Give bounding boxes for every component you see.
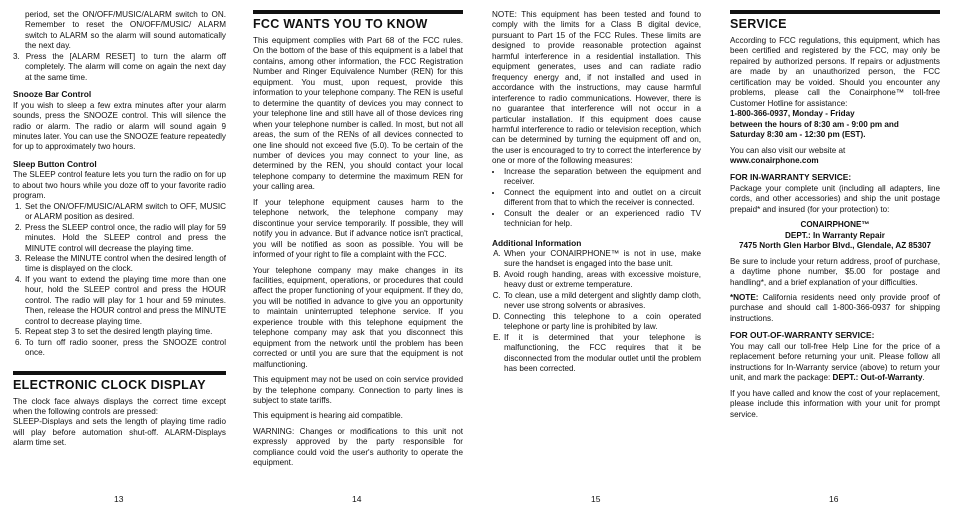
fcc-heading: FCC WANTS YOU TO KNOW bbox=[253, 17, 428, 31]
display-heading: ELECTRONIC CLOCK DISPLAY bbox=[13, 377, 206, 392]
out-warranty-body: You may call our toll-free Help Line for the price of a replacement before returning your unit. Please follow all instructions for In-Warranty service (above) to return your unit, and mark the package: bbox=[730, 341, 940, 383]
list-item: 3. Release the MINUTE control when the desired length of time is displayed on the clock. bbox=[24, 254, 226, 275]
section-divider bbox=[253, 10, 463, 14]
list-item: • Consult the dealer or an experienced radio TV technician for help. bbox=[503, 209, 701, 230]
in-warranty-text: Package your complete unit (including all adapters, line cords, and other accessories) and ship the unit postage prepaid* and insured (for your protection) to: bbox=[730, 183, 940, 214]
list-item: • Connect the equipment into and outlet on a circuit different from that to which the receiver is connected. bbox=[503, 188, 701, 209]
hotline-phone: 1-800-366-0937, Monday - Friday bbox=[730, 109, 855, 119]
list-item: D. Connecting this telephone to a coin operated telephone or party line is prohibited by law. bbox=[503, 312, 701, 333]
replacement-text: If you have called and know the cost of your replacement, please include this information with your unit for prompt service. bbox=[730, 388, 940, 419]
page-number-14: 14 bbox=[352, 494, 362, 504]
page-16-column bbox=[730, 10, 940, 425]
fcc-paragraph: This equipment is hearing aid compatible. bbox=[253, 411, 403, 421]
list-item: 1. Set the ON/OFF/MUSIC/ALARM switch to OFF, MUSIC or ALARM position as desired. bbox=[24, 202, 226, 223]
web-text: You can also visit our website at bbox=[730, 145, 846, 155]
list-item: 6. To turn off radio sooner, press the SNOOZE control once. bbox=[24, 338, 226, 359]
snooze-text: If you wish to sleep a few extra minutes after your alarm sounds, press the SNOOZE control. This will silence the radio or alarm. The radio or alarm will sound again 9 minutes later. You can use the SNOOZE feature repeatedly for up to approximately two hours. bbox=[13, 100, 226, 152]
fcc-warning: WARNING: Changes or modifications to this unit not expressly approved by the party responsible for compliance could void the user's authority to operate the equipment. bbox=[253, 426, 463, 468]
section-divider bbox=[730, 10, 940, 14]
address-line: 7475 North Glen Harbor Blvd., Glendale, AZ 85307 bbox=[738, 241, 932, 251]
list-item: A. When your CONAIRPHONE™ is not in use, make sure the handset is engaged into the base unit. bbox=[503, 249, 701, 270]
out-warranty-text: You may call our toll-free Help Line for the price of a replacement before returning your unit. Please follow all instructions for In-Warranty service (above) to return your unit, and mark the package: DEPT.: Out-of-Warranty. bbox=[730, 341, 940, 383]
list-item: 5. Repeat step 3 to set the desired length playing time. bbox=[24, 327, 226, 337]
snooze-heading: Snooze Bar Control bbox=[13, 89, 92, 100]
page-15-column bbox=[492, 10, 701, 378]
display-text-1: The clock face always displays the correct time except when the following controls are pressed: bbox=[13, 396, 226, 416]
list-item: 4. If you want to extend the playing time more than one hour, hold the SLEEP control and press the HOUR control. The radio will play for 1 hour and 59 minutes. Then, release the HOUR control and press the MINUTE control to decrease playing time. bbox=[24, 275, 226, 327]
note-text: California residents need only provide proof of purchase and should call 1-800-366-0937 for shipping instructions. bbox=[730, 292, 940, 323]
measures-list bbox=[492, 167, 701, 230]
include-text: Be sure to include your return address, proof of purchase, a daytime phone number, $5.00 for postage and handling*, and a brief explanation of your difficulties. bbox=[730, 256, 940, 287]
list-item: C. To clean, use a mild detergent and slightly damp cloth, never use strong solvents or abrasives. bbox=[503, 291, 701, 312]
list-item: E. If it is determined that your telephone is malfunctioning, the FCC requires that it be disconnected from the modular outlet until the problem has been corrected. bbox=[503, 333, 701, 375]
service-heading: SERVICE bbox=[730, 17, 787, 31]
list-item: 2. Press the SLEEP control once, the radio will play for 59 minutes. Hold the SLEEP control and press the MINUTE control will decrease the playing time. bbox=[24, 223, 226, 254]
web-url-link[interactable]: www.conairphone.com bbox=[730, 155, 819, 165]
in-warranty-heading: FOR IN-WARRANTY SERVICE: bbox=[730, 172, 852, 183]
out-warranty-heading: FOR OUT-OF-WARRANTY SERVICE: bbox=[730, 330, 875, 341]
hotline-hours-saturday: Saturday 8:30 am - 12:30 pm (EST). bbox=[730, 130, 866, 140]
display-text-2: SLEEP-Displays and sets the length of playing time radio will play before automation shut-off. ALARM-Displays alarm time set. bbox=[13, 417, 226, 448]
hotline-hours: between the hours of 8:30 am - 9:00 pm and bbox=[730, 119, 899, 129]
address-line: CONAIRPHONE™ bbox=[800, 220, 870, 230]
fcc-paragraph: This equipment may not be used on coin service provided by the telephone company. Connection to party lines is subject to state tariffs. bbox=[253, 375, 463, 405]
additional-list bbox=[492, 249, 701, 374]
page-13-column bbox=[13, 10, 226, 454]
alarm-step-3: 3. Press the [ALARM RESET] to turn the alarm off completely. The alarm will come on again the next day at the same time. bbox=[13, 51, 226, 82]
alarm-step-continued: period, set the ON/OFF/MUSIC/ALARM switch to ON. Remember to reset the ON/OFF/MUSIC/ ALARM switch to ALARM so the alarm will sound automatically the next day. bbox=[25, 10, 226, 51]
fcc-paragraph: If your telephone equipment causes harm to the telephone network, the telephone company may discontinue your service temporarily. If possible, they will notify you in advance. But if advance notice isn't practical, you will be notified as soon as possible. You will be informed of your right to file a complaint with the FCC. bbox=[253, 197, 463, 260]
address-line: DEPT.: In Warranty Repair bbox=[785, 230, 885, 240]
service-intro: According to FCC regulations, this equipment, which has been certified and registered by the FCC, may only be repaired by authorized persons. If repairs or adjustments are made by an unauthorized person, the FCC certification may be voided. Should you encounter any problems, please call the Conairphone™ toll-free Customer Hotline for assistance: bbox=[730, 36, 940, 108]
list-item: B. Avoid rough handing, areas with excessive moisture, heavy dust or extreme temperature. bbox=[503, 270, 701, 291]
fcc-paragraph: Your telephone company may make changes in its facilities, equipment, operations, or procedures that could affect the proper functioning of your equipment. If they do, you will be notified in advance to give you an opportunity to maintain uninterrupted telephone service. If you experience trouble with this telephone equipment the telephone company may ask that you disconnect this equipment from the network until the problem has been corrected or until you are sure that the equipment is not malfunctioning. bbox=[253, 265, 463, 369]
out-warranty-mark: DEPT.: Out-of-Warranty bbox=[832, 373, 923, 383]
section-divider bbox=[13, 371, 226, 375]
page-number-13: 13 bbox=[114, 494, 124, 504]
fcc-paragraph: This equipment complies with Part 68 of the FCC rules. On the bottom of the base of this equipment is a label that contains, among other information, the FCC Registration Number and Ringer Equivalence Number (REN) for this equipment. You must, upon request, provide this information to your telephone company. The REN is useful to determine the quantity of devices you may connect to your telephone line and still have all of those devices ring when your telephone number is called. In most, but not all areas, the sum of the RENs of all devices connected to one line should not exceed five (5.0). To be certain of the number of devices you may connect to your line, as determined by the REN, you should contact your local telephone company to determine the maximum REN for your calling area. bbox=[253, 36, 463, 192]
additional-heading: Additional Information bbox=[492, 237, 582, 248]
sleep-text: The SLEEP control feature lets you turn the radio on for up to about two hours while you doze off to your favorite radio program. bbox=[13, 170, 226, 201]
page-14-column bbox=[253, 10, 463, 474]
fcc-note: NOTE: This equipment has been tested and found to comply with the limits for a Class B digital device, pursuant to Part 15 of the FCC Rules. These limits are designed to provide reasonable protection against harmful interference in a residential installation. This equipment generates, uses and can radiate radio frequency energy and, if not installed and used in accordance with the instructions, may cause harmful interference to radio communications. However, there is no guarantee that interference will not occur in a particular installation. If this equipment does cause harmful interference to radio or television reception, which can be determined by turning the equipment off and on, the user is encouraged to try to correct the interference by one or more of the following measures: bbox=[492, 10, 701, 166]
california-note bbox=[730, 293, 940, 324]
page-number-15: 15 bbox=[591, 494, 601, 504]
sleep-steps-list bbox=[13, 202, 226, 359]
page-number-16: 16 bbox=[829, 494, 839, 504]
note-label: *NOTE: bbox=[730, 292, 759, 302]
sleep-heading: Sleep Button Control bbox=[13, 158, 97, 169]
list-item: • Increase the separation between the equipment and receiver. bbox=[503, 167, 701, 188]
